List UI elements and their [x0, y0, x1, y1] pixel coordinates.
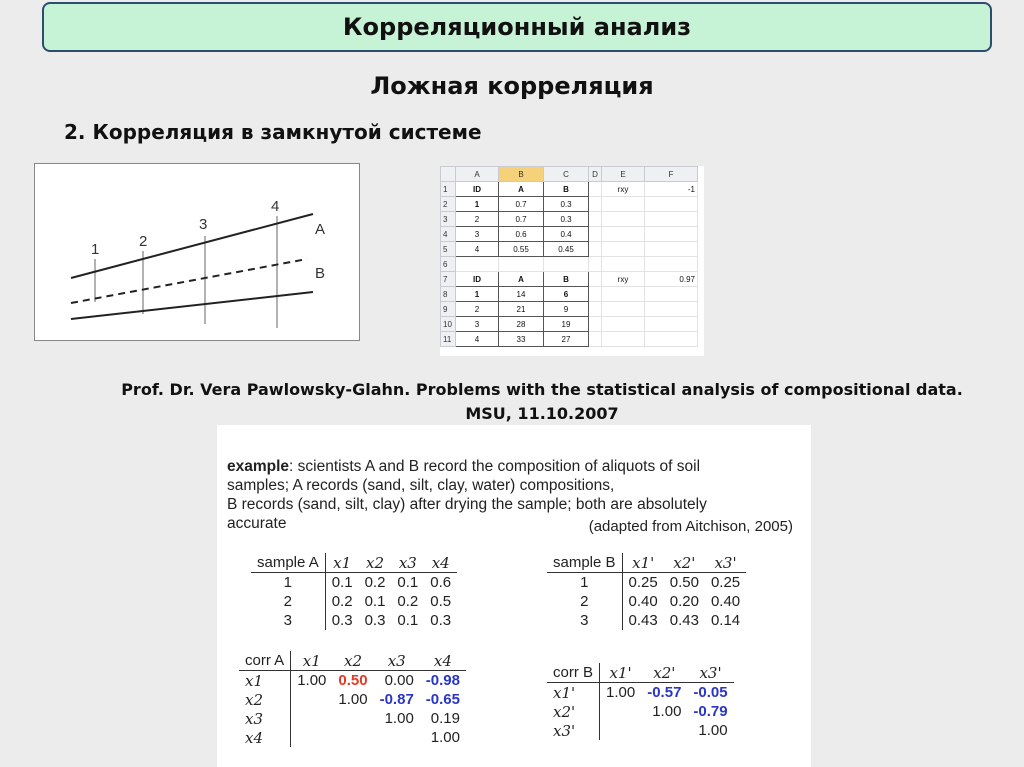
row-number[interactable]: 10 — [441, 317, 456, 332]
row-number[interactable]: 5 — [441, 242, 456, 257]
cell[interactable]: 0.7 — [499, 197, 544, 212]
cell[interactable] — [589, 227, 602, 242]
cell: x3' — [547, 721, 600, 740]
row-number[interactable]: 3 — [441, 212, 456, 227]
cell: 0.1 — [331, 574, 353, 591]
example-panel — [217, 425, 811, 767]
cell: 0.2 — [331, 593, 353, 610]
point-label-2: 2 — [139, 233, 148, 250]
table-row — [547, 721, 734, 740]
cell[interactable] — [499, 257, 544, 272]
example-keyword: example — [227, 458, 290, 475]
cell: x2 — [239, 690, 291, 709]
cell[interactable]: 0.3 — [544, 197, 589, 212]
row-number[interactable]: 6 — [441, 257, 456, 272]
example-text-2: samples; A records (sand, silt, clay, water) compositions, — [227, 477, 615, 494]
cell[interactable]: 0.7 — [499, 212, 544, 227]
cell[interactable] — [602, 242, 645, 257]
cell[interactable] — [602, 197, 645, 212]
table-header-row — [547, 553, 746, 573]
cell[interactable]: 14 — [499, 287, 544, 302]
point-label-4: 4 — [271, 198, 280, 215]
cell — [641, 721, 687, 740]
cell[interactable] — [589, 332, 602, 347]
cell[interactable] — [645, 317, 698, 332]
cell: 0.43 — [669, 612, 699, 629]
table-header-row — [251, 553, 457, 573]
cell: -0.79 — [693, 703, 728, 720]
header-cell: corr B — [547, 663, 600, 683]
cell: 0.40 — [628, 593, 658, 610]
cell[interactable]: 1 — [456, 197, 499, 212]
cell: 0.1 — [397, 574, 419, 591]
header-cell: x4 — [424, 553, 457, 573]
cell: -0.98 — [425, 672, 460, 689]
cell[interactable] — [645, 332, 698, 347]
cell: 1.00 — [338, 691, 368, 708]
cell[interactable]: 27 — [544, 332, 589, 347]
cell[interactable]: 6 — [544, 287, 589, 302]
row-number[interactable]: 7 — [441, 272, 456, 287]
cell[interactable] — [544, 257, 589, 272]
cell[interactable]: 21 — [499, 302, 544, 317]
cell[interactable] — [602, 332, 645, 347]
cell: 0.3 — [364, 612, 386, 629]
cell[interactable] — [589, 302, 602, 317]
point-label-3: 3 — [199, 216, 208, 233]
sheet-row — [441, 332, 698, 347]
cell: 2 — [547, 592, 622, 611]
cell — [332, 709, 373, 728]
sheet-col-a[interactable]: A — [456, 167, 499, 182]
table-row — [239, 728, 466, 747]
header-cell: x2 — [359, 553, 392, 573]
cell[interactable] — [589, 257, 602, 272]
cell[interactable]: 3 — [456, 317, 499, 332]
cell: 0.40 — [710, 593, 741, 610]
table-row — [547, 592, 746, 611]
diagram-svg — [35, 164, 359, 340]
cell: 0.50 — [669, 574, 699, 591]
row-number[interactable]: 8 — [441, 287, 456, 302]
cell[interactable] — [602, 227, 645, 242]
cell[interactable] — [645, 242, 698, 257]
table-row — [251, 592, 457, 611]
cell[interactable]: B — [544, 272, 589, 287]
cell — [600, 702, 642, 721]
row-number[interactable]: 2 — [441, 197, 456, 212]
header-cell: x1 — [291, 651, 333, 671]
cell: -0.57 — [647, 684, 682, 701]
header-cell: x3 — [391, 553, 424, 573]
citation-line-2: MSU, 11.10.2007 — [465, 404, 619, 423]
cell[interactable]: A — [499, 272, 544, 287]
cell — [600, 721, 642, 740]
cell: 0.50 — [338, 672, 368, 689]
cell: x1' — [547, 683, 600, 703]
cell: 0.14 — [710, 612, 741, 629]
header-cell: x2 — [332, 651, 373, 671]
cell[interactable]: ID — [456, 272, 499, 287]
cell — [291, 690, 333, 709]
cell: x1 — [239, 671, 291, 691]
cell[interactable] — [589, 242, 602, 257]
cell: 0.00 — [384, 672, 414, 689]
adapted-note: (adapted from Aitchison, 2005) — [588, 518, 793, 535]
cell[interactable]: 0.3 — [544, 212, 589, 227]
table-header-row — [239, 651, 466, 671]
line-label-a: A — [315, 221, 326, 238]
cell: 0.25 — [628, 574, 658, 591]
sheet-column-header-row — [441, 167, 698, 182]
cell: x2' — [547, 702, 600, 721]
cell: 1 — [251, 573, 325, 593]
table-row — [547, 702, 734, 721]
sheet-col-d[interactable]: D — [589, 167, 602, 182]
cell[interactable] — [589, 272, 602, 287]
header-cell: x3' — [687, 663, 733, 683]
header-cell: x1' — [622, 553, 664, 573]
table-row — [547, 573, 746, 593]
sheet-row — [441, 197, 698, 212]
cell: -0.87 — [379, 691, 414, 708]
header-cell: x3' — [705, 553, 746, 573]
header-cell: x2' — [641, 663, 687, 683]
cell[interactable] — [589, 287, 602, 302]
sample-a-table — [251, 553, 457, 630]
cell[interactable]: 33 — [499, 332, 544, 347]
header-cell: x2' — [664, 553, 705, 573]
table-row — [547, 683, 734, 703]
cell: 0.2 — [364, 574, 386, 591]
cell[interactable]: A — [499, 182, 544, 197]
sheet-row — [441, 272, 698, 287]
cell: 0.2 — [397, 593, 419, 610]
sheet-row — [441, 302, 698, 317]
cell: 1.00 — [652, 703, 682, 720]
cell[interactable] — [645, 212, 698, 227]
cell[interactable] — [589, 182, 602, 197]
cell[interactable] — [645, 197, 698, 212]
cell: 3 — [547, 611, 622, 630]
cell: 0.5 — [430, 593, 452, 610]
closed-system-diagram — [34, 163, 360, 341]
slide-title: Корреляционный анализ — [42, 2, 992, 52]
cell[interactable]: 1 — [456, 287, 499, 302]
cell[interactable] — [589, 317, 602, 332]
cell[interactable]: 0.6 — [499, 227, 544, 242]
cell: 0.3 — [331, 612, 353, 629]
row-number[interactable]: 9 — [441, 302, 456, 317]
sheet-row — [441, 242, 698, 257]
sheet-row — [441, 227, 698, 242]
cell[interactable]: 4 — [456, 242, 499, 257]
cell[interactable]: 3 — [456, 227, 499, 242]
cell: 0.3 — [430, 612, 452, 629]
cell: x3 — [239, 709, 291, 728]
table-row — [239, 690, 466, 709]
cell[interactable]: 28 — [499, 317, 544, 332]
header-cell: x4 — [420, 651, 466, 671]
row-number[interactable]: 4 — [441, 227, 456, 242]
table-row — [251, 611, 457, 630]
section-heading: 2. Корреляция в замкнутой системе — [64, 120, 482, 144]
cell[interactable]: 9 — [544, 302, 589, 317]
cell[interactable] — [602, 212, 645, 227]
cell: 0.25 — [710, 574, 741, 591]
cell: 0.20 — [669, 593, 699, 610]
sheet-col-f[interactable]: F — [645, 167, 698, 182]
cell[interactable] — [602, 257, 645, 272]
cell — [332, 728, 373, 747]
cell: -0.05 — [693, 684, 728, 701]
cell[interactable] — [602, 287, 645, 302]
cell: 1.00 — [698, 722, 728, 739]
cell[interactable]: -1 — [645, 182, 698, 197]
cell[interactable]: 0.45 — [544, 242, 589, 257]
sample-b-table — [547, 553, 746, 630]
cell — [291, 709, 333, 728]
sheet-row — [441, 182, 698, 197]
cell[interactable]: B — [544, 182, 589, 197]
cell[interactable] — [645, 302, 698, 317]
row-number[interactable]: 11 — [441, 332, 456, 347]
table-row — [239, 671, 466, 691]
cell[interactable] — [645, 227, 698, 242]
cell: 0.43 — [628, 612, 658, 629]
cell[interactable] — [456, 257, 499, 272]
example-text-4: accurate — [227, 515, 287, 532]
cell[interactable] — [589, 197, 602, 212]
cell: 1.00 — [297, 672, 327, 689]
cell[interactable]: rxy — [602, 182, 645, 197]
example-text-1: : scientists A and B record the composition of aliquots of soil — [289, 458, 701, 475]
citation — [60, 378, 1024, 426]
cell: 0.19 — [430, 710, 460, 727]
cell: 0.1 — [364, 593, 386, 610]
cell: 0.6 — [430, 574, 452, 591]
cell[interactable]: 0.4 — [544, 227, 589, 242]
sheet-corner[interactable] — [441, 167, 456, 182]
cell[interactable] — [602, 302, 645, 317]
cell[interactable]: 2 — [456, 212, 499, 227]
cell — [374, 728, 420, 747]
cell[interactable]: rxy — [602, 272, 645, 287]
cell: 3 — [251, 611, 325, 630]
sheet-row — [441, 287, 698, 302]
cell[interactable] — [645, 257, 698, 272]
cell[interactable]: 4 — [456, 332, 499, 347]
header-cell: corr A — [239, 651, 291, 671]
sheet-col-e[interactable]: E — [602, 167, 645, 182]
header-cell: sample B — [547, 553, 622, 573]
cell[interactable] — [589, 212, 602, 227]
sheet-col-c[interactable]: C — [544, 167, 589, 182]
slide-subtitle: Ложная корреляция — [370, 72, 654, 100]
header-cell: x1' — [600, 663, 642, 683]
cell: x4 — [239, 728, 291, 747]
point-label-1: 1 — [91, 241, 100, 258]
table-row — [547, 611, 746, 630]
cell: 2 — [251, 592, 325, 611]
cell: 1.00 — [430, 729, 460, 746]
cell[interactable]: 0.55 — [499, 242, 544, 257]
line-label-b: B — [315, 265, 326, 282]
header-cell: sample A — [251, 553, 325, 573]
cell[interactable]: 19 — [544, 317, 589, 332]
citation-line-1: Prof. Dr. Vera Pawlowsky-Glahn. Problems with the statistical analysis of compositional data. — [121, 380, 963, 399]
cell: 1.00 — [606, 684, 636, 701]
table-header-row — [547, 663, 734, 683]
cell: 1.00 — [384, 710, 414, 727]
example-text-3: B records (sand, silt, clay) after drying the sample; both are absolutely — [227, 496, 707, 513]
cell: -0.65 — [425, 691, 460, 708]
cell[interactable]: 2 — [456, 302, 499, 317]
sheet-row — [441, 212, 698, 227]
cell: 1 — [547, 573, 622, 593]
sheet-row — [441, 317, 698, 332]
cell — [291, 728, 333, 747]
row-number[interactable]: 1 — [441, 182, 456, 197]
cell: 0.1 — [397, 612, 419, 629]
corr-b-table — [547, 663, 734, 740]
cell[interactable]: ID — [456, 182, 499, 197]
header-cell: x1 — [325, 553, 358, 573]
sheet-col-b[interactable]: B — [499, 167, 544, 182]
cell[interactable]: 0.97 — [645, 272, 698, 287]
table-row — [239, 709, 466, 728]
spreadsheet — [440, 166, 704, 356]
cell[interactable] — [602, 317, 645, 332]
cell[interactable] — [645, 287, 698, 302]
header-cell: x3 — [374, 651, 420, 671]
table-row — [251, 573, 457, 593]
corr-a-table — [239, 651, 466, 747]
sheet-row — [441, 257, 698, 272]
